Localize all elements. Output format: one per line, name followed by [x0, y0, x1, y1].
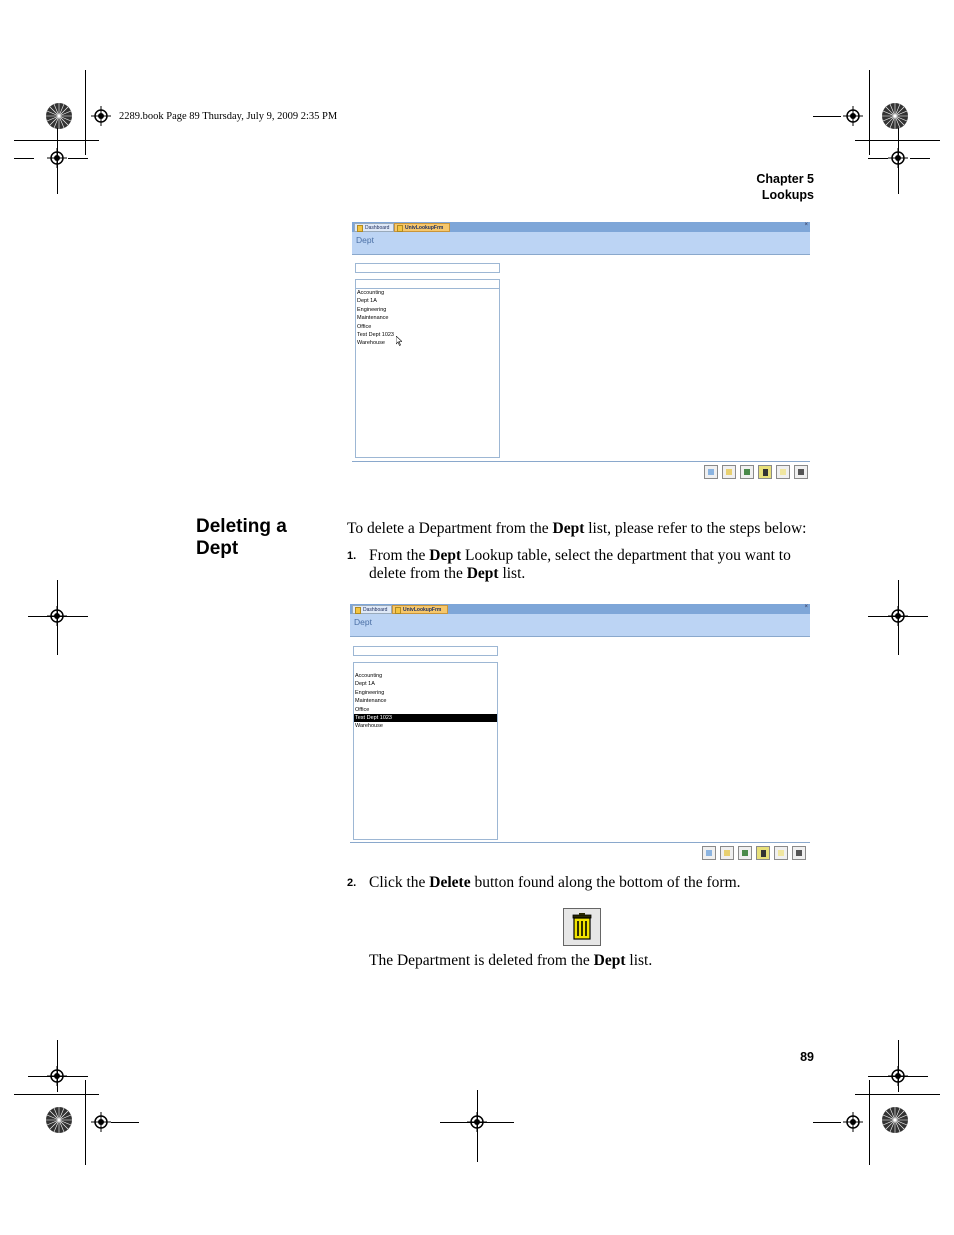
list-item[interactable]: Accounting [355, 673, 383, 679]
result-bold: Dept [593, 952, 626, 969]
list-item[interactable]: Test Dept 1023 [357, 331, 394, 338]
tab-label: Dashboard [365, 225, 390, 231]
print-file-info: 2289.book Page 89 Thursday, July 9, 2009 2:35 PM [119, 111, 338, 122]
step-bold: Dept [466, 565, 499, 582]
form-header [352, 232, 810, 255]
list-item[interactable]: Office [357, 323, 372, 330]
intro-text: To delete a Department from the [347, 520, 553, 537]
form-toolbar [352, 461, 810, 481]
chapter-title: Lookups [761, 188, 814, 202]
list-header [356, 280, 499, 289]
list-item[interactable]: Warehouse [355, 723, 383, 730]
step-number: 1. [347, 550, 357, 562]
page-number: 89 [800, 1050, 814, 1064]
new-record-button[interactable] [704, 465, 718, 479]
section-title: Deleting a Dept [196, 516, 287, 559]
form-icon [397, 225, 403, 232]
delete-button[interactable] [756, 846, 770, 860]
save-button[interactable] [740, 465, 754, 479]
list-item[interactable]: Maintenance [357, 315, 389, 322]
edit-button[interactable] [722, 465, 736, 479]
search-input[interactable] [355, 263, 500, 273]
save-button[interactable] [738, 846, 752, 860]
list-item-selected[interactable]: Test Dept 1023 [354, 714, 497, 722]
step-1-line-2 [369, 565, 791, 583]
tab-bar [350, 604, 810, 614]
delete-button[interactable] [758, 465, 772, 479]
step-bold: Delete [429, 874, 471, 891]
dept-listbox[interactable] [355, 279, 500, 458]
trash-icon [564, 909, 600, 945]
registration-target-icon [843, 106, 863, 126]
step-text: From the [369, 547, 430, 564]
intro-bold: Dept [552, 520, 585, 537]
list-item[interactable]: Engineering [357, 306, 387, 313]
undo-button[interactable] [774, 846, 788, 860]
chapter-number: Chapter 5 [756, 172, 814, 186]
registration-sunburst-icon [881, 1106, 909, 1134]
tab-dashboard[interactable] [354, 223, 394, 232]
intro-paragraph [347, 520, 806, 538]
mouse-cursor-icon [396, 336, 402, 346]
edit-button[interactable] [720, 846, 734, 860]
step-text: Click the [369, 874, 430, 891]
registration-sunburst-icon [881, 102, 909, 130]
list-item[interactable]: Office [355, 706, 370, 713]
close-icon[interactable]: × [804, 604, 808, 610]
step-text: button found along the bottom of the form. [470, 874, 741, 891]
list-item[interactable]: Dept 1A [357, 298, 377, 305]
lookup-form-screenshot-selected [350, 604, 810, 862]
step-text: Lookup table, select the department that you want to [461, 547, 791, 564]
registration-sunburst-icon [45, 102, 73, 130]
tab-label: Dashboard [363, 607, 388, 613]
list-item[interactable]: Accounting [357, 290, 385, 296]
registration-target-icon [91, 1112, 111, 1132]
tab-label: UnivLookupFrm [403, 607, 442, 613]
form-toolbar [350, 842, 810, 862]
dept-listbox[interactable] [353, 662, 498, 840]
lookup-form-screenshot [352, 222, 810, 482]
result-text [369, 952, 652, 970]
intro-text: list, please refer to the steps below: [584, 520, 807, 537]
registration-target-icon [91, 106, 111, 126]
search-input[interactable] [353, 646, 498, 656]
step-text: delete from the [369, 565, 467, 582]
step-1-text [369, 547, 791, 583]
tab-univlookupfrm[interactable] [394, 223, 450, 232]
exit-button[interactable] [794, 465, 808, 479]
chapter-heading [756, 171, 814, 203]
exit-button[interactable] [792, 846, 806, 860]
form-icon [355, 607, 361, 614]
undo-button[interactable] [776, 465, 790, 479]
form-icon [395, 607, 401, 614]
list-item[interactable]: Maintenance [355, 698, 387, 705]
registration-target-icon [843, 1112, 863, 1132]
list-item[interactable]: Engineering [355, 689, 385, 696]
list-item[interactable]: Warehouse [357, 340, 385, 347]
form-title: Dept [354, 617, 372, 627]
form-header [350, 614, 810, 637]
form-icon [357, 225, 363, 232]
step-text: list. [498, 565, 526, 582]
step-bold: Dept [429, 547, 462, 564]
new-record-button[interactable] [702, 846, 716, 860]
close-icon[interactable]: × [804, 222, 808, 228]
list-item[interactable]: Dept 1A [355, 681, 375, 688]
result-segment: list. [625, 952, 653, 969]
delete-button[interactable] [563, 908, 601, 946]
tab-univlookupfrm[interactable] [392, 605, 448, 614]
tab-label: UnivLookupFrm [405, 225, 444, 231]
tab-dashboard[interactable] [352, 605, 392, 614]
step-2-text [369, 874, 741, 892]
registration-sunburst-icon [45, 1106, 73, 1134]
step-1-line-1 [369, 547, 791, 565]
list-header [354, 663, 497, 672]
result-segment: The Department is deleted from the [369, 952, 594, 969]
form-title: Dept [356, 235, 374, 245]
tab-bar [352, 222, 810, 232]
step-number: 2. [347, 877, 357, 889]
